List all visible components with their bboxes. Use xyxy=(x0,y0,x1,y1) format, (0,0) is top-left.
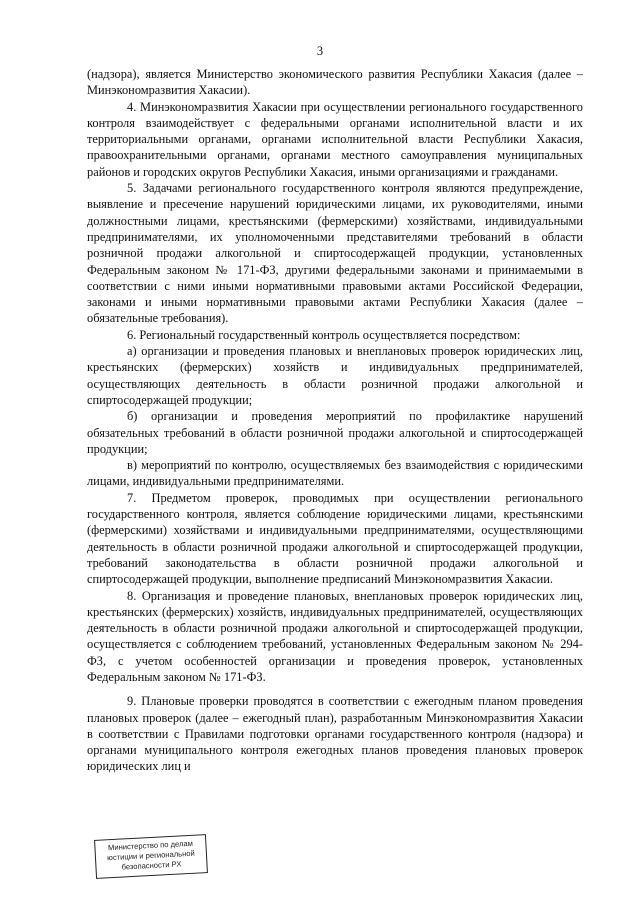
paragraph-6b: б) организации и проведения мероприятий по профилактике нарушений обязательных требований в области розничной продажи алкогольной и спиртосодержащей продукции; xyxy=(87,409,583,456)
paragraph-continuation: (надзора), является Министерство экономического развития Республики Хакасия (далее – Минэкономразвития Хакасии). xyxy=(87,67,583,98)
paragraph-4: 4. Минэкономразвития Хакасии при осуществлении регионального государственного контроля взаимодействует с федеральными органами исполнительной власти и их территориальными органами, органами исполнительной власти Республики Хакасия, правоохранительными органами, органами местного самоуправления муниципальных районов и городских округов Республики Хакасия, иными организациями и гражданами. xyxy=(87,99,583,179)
ministry-stamp xyxy=(94,834,208,879)
paragraph-6v: в) мероприятий по контролю, осуществляемых без взаимодействия с юридическими лицами, индивидуальными предпринимателями. xyxy=(87,458,583,489)
paragraph-6: 6. Региональный государственный контроль осуществляется посредством: xyxy=(127,327,521,342)
paragraph-5: 5. Задачами регионального государственного контроля являются предупреждение, выявление и пресечение нарушений юридическими лицами, их руководителями, иными должностными лицами, крестьянскими (фермерскими) хозяйствами, индивидуальными предпринимателями, их уполномоченными представителями требований в области розничной продажи алкогольной и спиртосодержащей продукции, установленных Федеральным законом № 171-ФЗ, другими федеральными законами и принимаемыми в соответствии с ними иными нормативными правовыми актами Российской Федерации, законами и иными нормативными правовыми актами Республики Хакасия (далее – обязательные требования). xyxy=(87,181,583,326)
document-body xyxy=(87,66,583,775)
stamp-line: безопасности РХ xyxy=(121,859,182,872)
paragraph-9: 9. Плановые проверки проводятся в соответствии с ежегодным планом проведения плановых проверок (далее – ежегодный план), разработанным Минэкономразвития Хакасии в соответствии с Правилами подготовки органами государственного контроля (надзора) и органами муниципального контроля ежегодных планов проведения плановых проверок юридических лиц и xyxy=(87,694,583,774)
stamp-line: Министерство по делам xyxy=(107,838,194,853)
stamp-line: юстиции и региональной xyxy=(106,848,195,863)
paragraph-8: 8. Организация и проведение плановых, внеплановых проверок юридических лиц, крестьянских (фермерских) хозяйств, индивидуальных предпринимателей, осуществляющих деятельность в области розничной продажи алкогольной и спиртосодержащей продукции, осуществляется с соблюдением требований, установленных Федеральным законом № 294-ФЗ, с учетом особенностей организации и проведения проверок, установленных Федеральным законом № 171-ФЗ. xyxy=(87,588,583,684)
paragraph-7: 7. Предметом проверок, проводимых при осуществлении регионального государственного контроля, является соблюдение юридическими лицами, крестьянскими (фермерскими) хозяйствами и индивидуальными предпринимателями, осуществляющими деятельность в области розничной продажи алкогольной и спиртосодержащей продукции, требований законодательства в области розничной продажи алкогольной и спиртосодержащей продукции, выполнение предписаний Минэкономразвития Хакасии. xyxy=(87,490,583,587)
page-number: 3 xyxy=(316,44,324,58)
paragraph-6a: а) организации и проведения плановых и внеплановых проверок юридических лиц, крестьянских (фермерских) хозяйств и индивидуальных предпринимателей, осуществляющих деятельность в области розничной продажи алкогольной и спиртосодержащей продукции; xyxy=(87,344,583,407)
